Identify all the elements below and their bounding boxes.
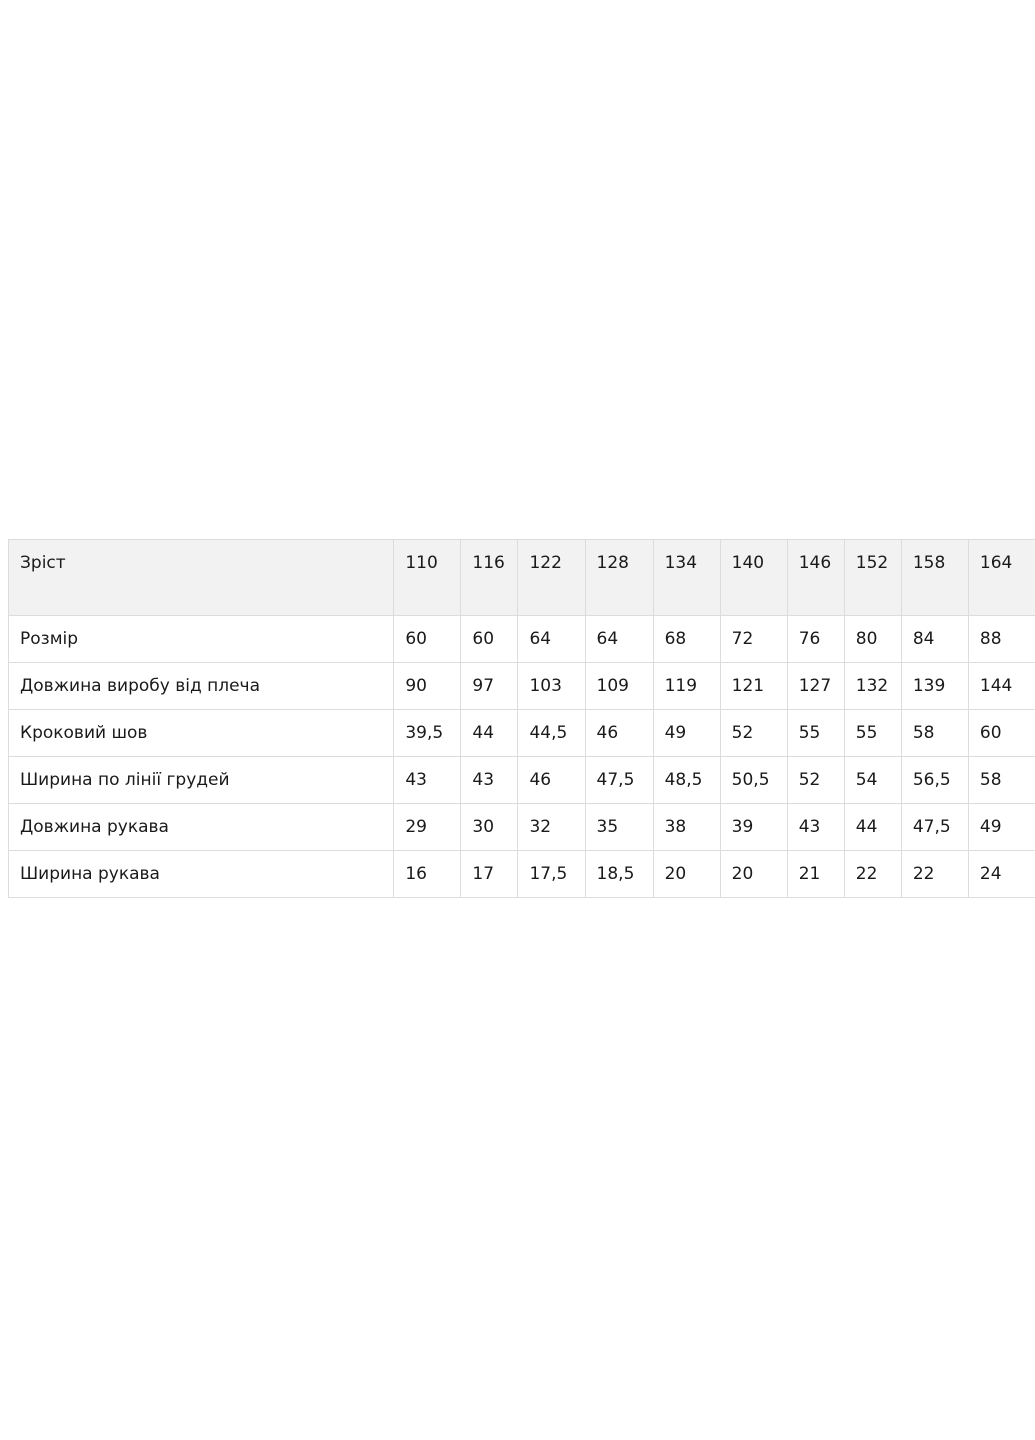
table-cell: 52 xyxy=(787,757,844,804)
table-cell: 84 xyxy=(901,616,968,663)
header-cell: 116 xyxy=(461,540,518,616)
table-cell: 132 xyxy=(844,663,901,710)
table-cell: 44 xyxy=(844,804,901,851)
table-cell: 58 xyxy=(968,757,1035,804)
row-label-cell: Ширина по лінії грудей xyxy=(9,757,394,804)
table-cell: 103 xyxy=(518,663,585,710)
table-cell: 119 xyxy=(653,663,720,710)
size-chart xyxy=(8,539,1035,898)
table-cell: 97 xyxy=(461,663,518,710)
table-cell: 58 xyxy=(901,710,968,757)
header-label-cell: Зріст xyxy=(9,540,394,616)
table-cell: 29 xyxy=(394,804,461,851)
table-cell: 64 xyxy=(518,616,585,663)
table-cell: 39 xyxy=(720,804,787,851)
table-cell: 17 xyxy=(461,851,518,898)
size-table xyxy=(8,539,1035,898)
row-label-cell: Довжина виробу від плеча xyxy=(9,663,394,710)
row-label-cell: Ширина рукава xyxy=(9,851,394,898)
row-label-cell: Довжина рукава xyxy=(9,804,394,851)
table-row xyxy=(9,804,1035,851)
table-cell: 121 xyxy=(720,663,787,710)
table-cell: 20 xyxy=(653,851,720,898)
table-cell: 55 xyxy=(844,710,901,757)
table-cell: 47,5 xyxy=(585,757,653,804)
table-header-row xyxy=(9,540,1035,616)
table-cell: 60 xyxy=(394,616,461,663)
table-cell: 50,5 xyxy=(720,757,787,804)
table-cell: 88 xyxy=(968,616,1035,663)
table-cell: 30 xyxy=(461,804,518,851)
table-cell: 76 xyxy=(787,616,844,663)
table-row xyxy=(9,757,1035,804)
table-cell: 43 xyxy=(787,804,844,851)
header-cell: 158 xyxy=(901,540,968,616)
table-cell: 17,5 xyxy=(518,851,585,898)
table-cell: 43 xyxy=(394,757,461,804)
table-cell: 48,5 xyxy=(653,757,720,804)
table-cell: 80 xyxy=(844,616,901,663)
table-cell: 64 xyxy=(585,616,653,663)
table-cell: 109 xyxy=(585,663,653,710)
table-cell: 60 xyxy=(968,710,1035,757)
header-cell: 164 xyxy=(968,540,1035,616)
header-cell: 122 xyxy=(518,540,585,616)
row-label-cell: Розмір xyxy=(9,616,394,663)
header-cell: 152 xyxy=(844,540,901,616)
table-row xyxy=(9,851,1035,898)
table-cell: 18,5 xyxy=(585,851,653,898)
table-cell: 60 xyxy=(461,616,518,663)
table-cell: 39,5 xyxy=(394,710,461,757)
table-row xyxy=(9,710,1035,757)
table-cell: 127 xyxy=(787,663,844,710)
table-cell: 38 xyxy=(653,804,720,851)
table-cell: 35 xyxy=(585,804,653,851)
table-cell: 20 xyxy=(720,851,787,898)
table-cell: 49 xyxy=(653,710,720,757)
table-row xyxy=(9,663,1035,710)
header-cell: 128 xyxy=(585,540,653,616)
table-cell: 16 xyxy=(394,851,461,898)
table-cell: 32 xyxy=(518,804,585,851)
table-cell: 46 xyxy=(518,757,585,804)
header-cell: 146 xyxy=(787,540,844,616)
table-cell: 46 xyxy=(585,710,653,757)
header-cell: 134 xyxy=(653,540,720,616)
header-cell: 110 xyxy=(394,540,461,616)
table-cell: 52 xyxy=(720,710,787,757)
header-cell: 140 xyxy=(720,540,787,616)
table-cell: 22 xyxy=(844,851,901,898)
table-row xyxy=(9,616,1035,663)
table-cell: 55 xyxy=(787,710,844,757)
table-cell: 47,5 xyxy=(901,804,968,851)
table-cell: 144 xyxy=(968,663,1035,710)
table-cell: 139 xyxy=(901,663,968,710)
table-cell: 44 xyxy=(461,710,518,757)
table-cell: 54 xyxy=(844,757,901,804)
table-cell: 44,5 xyxy=(518,710,585,757)
table-cell: 21 xyxy=(787,851,844,898)
table-cell: 56,5 xyxy=(901,757,968,804)
table-cell: 49 xyxy=(968,804,1035,851)
table-cell: 22 xyxy=(901,851,968,898)
table-cell: 72 xyxy=(720,616,787,663)
table-cell: 24 xyxy=(968,851,1035,898)
table-cell: 68 xyxy=(653,616,720,663)
table-cell: 43 xyxy=(461,757,518,804)
table-cell: 90 xyxy=(394,663,461,710)
row-label-cell: Кроковий шов xyxy=(9,710,394,757)
